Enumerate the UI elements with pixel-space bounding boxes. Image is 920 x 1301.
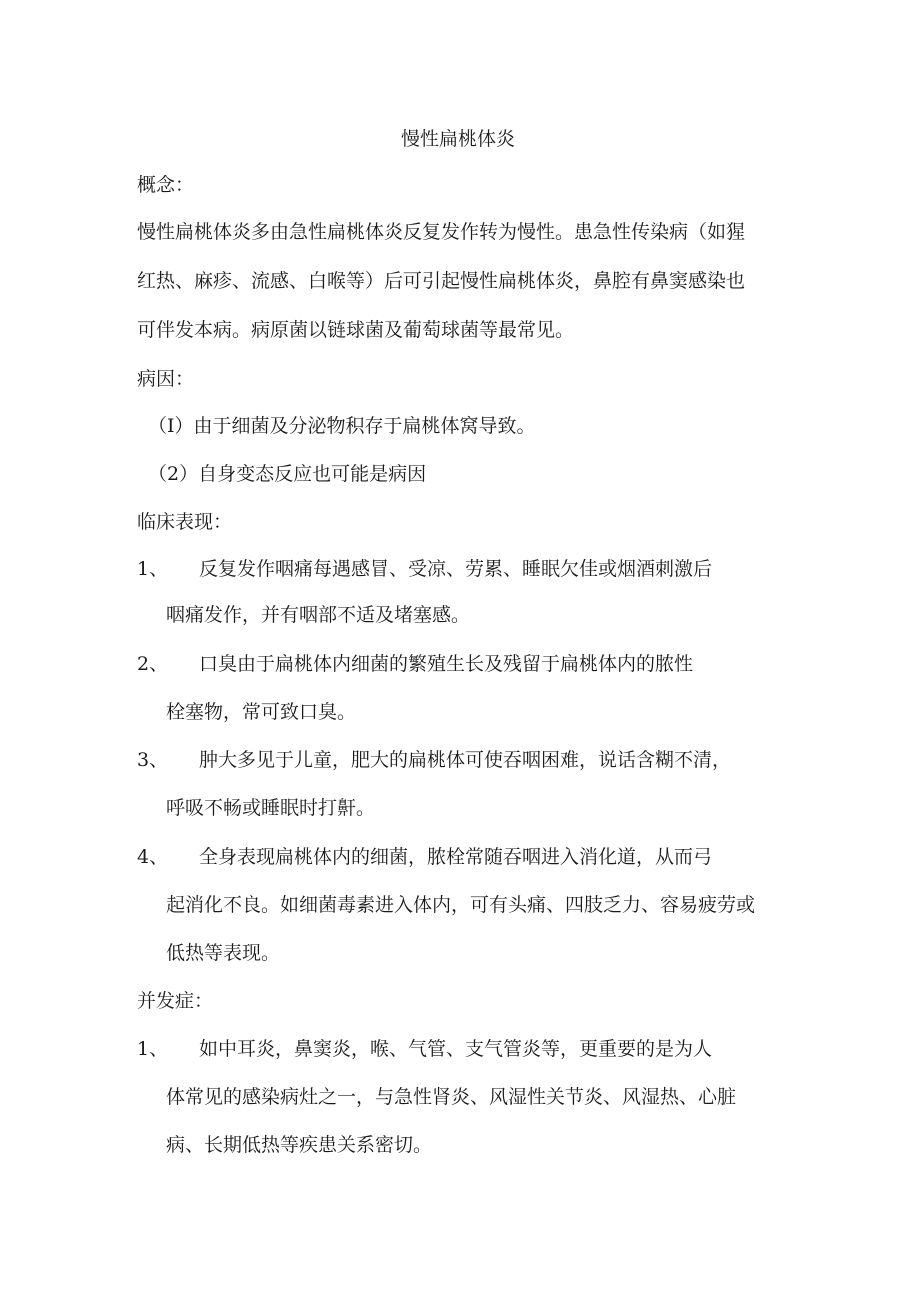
clinical-item-1-line-2: 咽痛发作，并有咽部不适及堵塞感。: [166, 604, 471, 626]
complication-item-1-line-3: 病、长期低热等疾患关系密切。: [166, 1134, 433, 1156]
clinical-item-2-line-2: 栓塞物，常可致口臭。: [166, 701, 357, 723]
cause-heading: 病因：: [137, 368, 195, 390]
clinical-item-4-line-1: 全身表现扁桃体内的细菌，脓栓常随吞咽进入消化道，从而弓: [199, 846, 713, 868]
concept-line-1: 慢性扁桃体炎多由急性扁桃体炎反复发作转为慢性。患急性传染病（如猩: [137, 221, 746, 243]
cause-item-2: （2）自身变态反应也可能是病因: [148, 463, 427, 485]
concept-line-3: 可伴发本病。病原菌以链球菌及葡萄球菌等最常见。: [137, 319, 575, 341]
complication-heading: 并发症：: [137, 990, 214, 1012]
clinical-item-3-line-2: 呼吸不畅或睡眠时打鼾。: [166, 797, 376, 819]
clinical-item-1-number: 1、: [137, 558, 169, 580]
concept-line-2: 红热、麻疹、流感、白喉等）后可引起慢性扁桃体炎，鼻腔有鼻窦感染也: [137, 270, 746, 292]
clinical-item-1-line-1: 反复发作咽痛每遇感冒、受凉、劳累、睡眠欠佳或烟酒刺激后: [199, 558, 713, 580]
clinical-heading: 临床表现：: [137, 511, 233, 533]
complication-item-1-number: 1、: [137, 1038, 169, 1060]
page-title: 慢性扁桃体炎: [401, 128, 516, 150]
complication-item-1-line-1: 如中耳炎，鼻窦炎，喉、气管、支气管炎等，更重要的是为人: [199, 1038, 713, 1060]
clinical-item-3-line-1: 肿大多见于儿童，肥大的扁桃体可使吞咽困难，说话含糊不清，: [199, 749, 732, 771]
clinical-item-3-number: 3、: [137, 749, 169, 771]
complication-item-1-line-2: 体常见的感染病灶之一，与急性肾炎、风湿性关节炎、风湿热、心脏: [166, 1086, 737, 1108]
clinical-item-2-number: 2、: [137, 653, 169, 675]
clinical-item-4-number: 4、: [137, 846, 169, 868]
clinical-item-4-line-3: 低热等表现。: [166, 942, 281, 964]
clinical-item-2-line-1: 口臭由于扁桃体内细菌的繁殖生长及残留于扁桃体内的脓性: [199, 653, 694, 675]
cause-item-1: （I）由于细菌及分泌物积存于扁桃体窝导致。: [148, 415, 536, 437]
concept-heading: 概念：: [137, 174, 195, 196]
clinical-item-4-line-2: 起消化不良。如细菌毒素进入体内，可有头痛、四肢乏力、容易疲劳或: [166, 894, 756, 916]
